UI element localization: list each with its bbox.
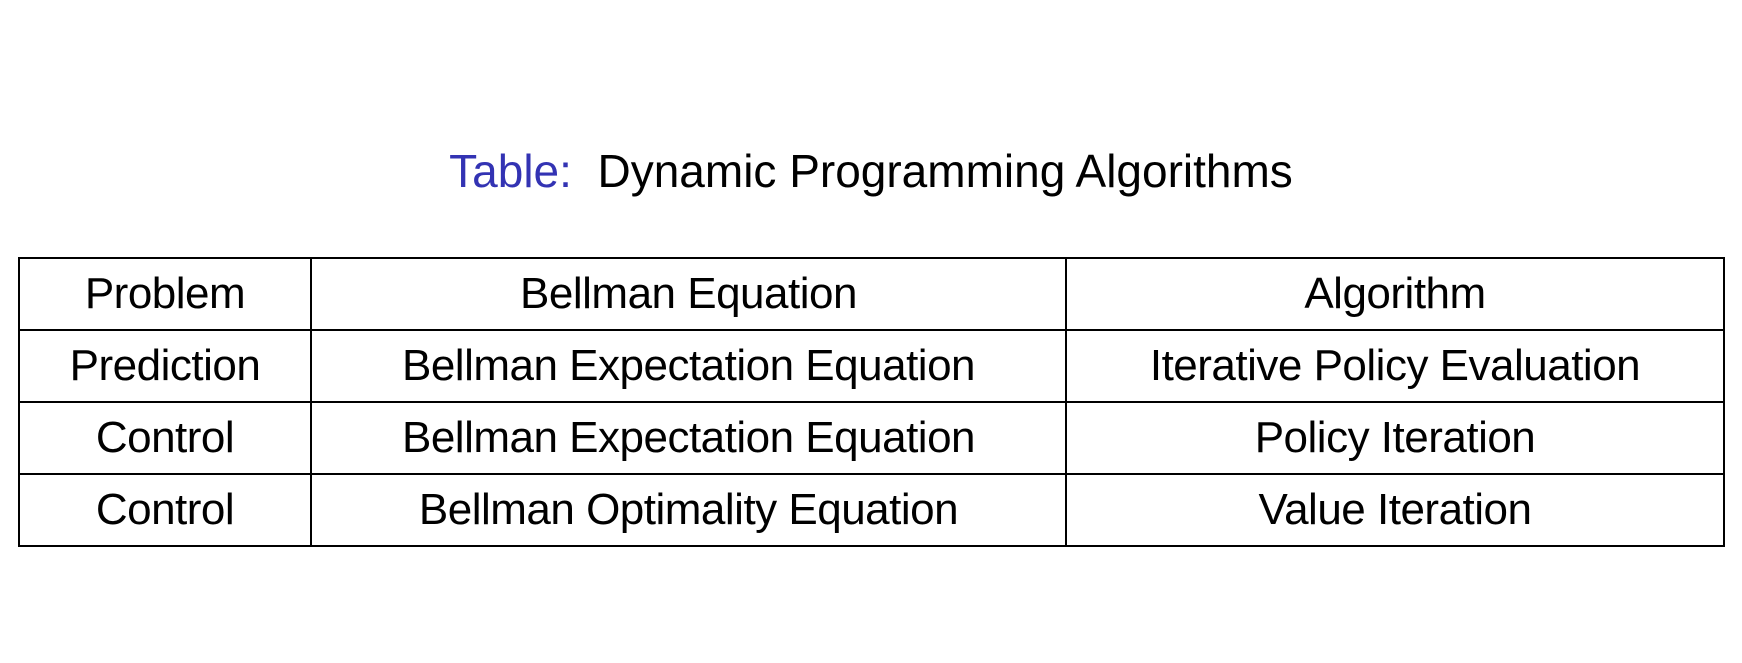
header-problem: Problem	[19, 258, 311, 330]
table-header-row	[19, 258, 1724, 330]
table-row	[19, 330, 1724, 402]
cell-algorithm: Value Iteration	[1066, 474, 1724, 546]
table-caption-title: Dynamic Programming Algorithms	[597, 145, 1293, 197]
cell-algorithm: Policy Iteration	[1066, 402, 1724, 474]
cell-equation: Bellman Optimality Equation	[311, 474, 1066, 546]
cell-equation: Bellman Expectation Equation	[311, 402, 1066, 474]
cell-algorithm: Iterative Policy Evaluation	[1066, 330, 1724, 402]
table-caption-text	[585, 145, 1293, 197]
table-caption	[0, 141, 1742, 201]
dynamic-programming-table	[18, 257, 1725, 547]
header-bellman-equation: Bellman Equation	[311, 258, 1066, 330]
cell-problem: Control	[19, 474, 311, 546]
cell-equation: Bellman Expectation Equation	[311, 330, 1066, 402]
cell-problem: Prediction	[19, 330, 311, 402]
header-algorithm: Algorithm	[1066, 258, 1724, 330]
table-row	[19, 402, 1724, 474]
table-caption-label: Table:	[449, 145, 572, 197]
cell-problem: Control	[19, 402, 311, 474]
table-row	[19, 474, 1724, 546]
